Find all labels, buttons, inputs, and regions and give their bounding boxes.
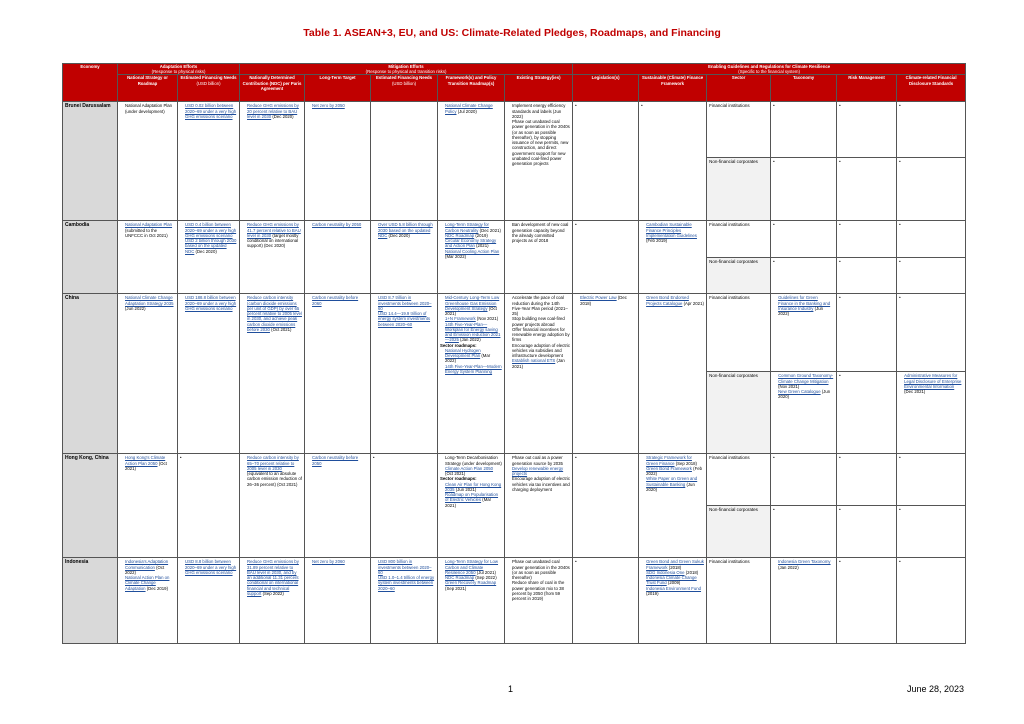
cell-finance-framework: • <box>639 102 707 221</box>
link[interactable]: Circular Economy Strategy and Action Plan <box>445 238 497 249</box>
col-sector: Sector <box>707 75 771 102</box>
cell-national-strategy: • Indonesia's Adaptation Communication (Oct 2022) • National Action Plan on Climate Change Adaptation (Dec 2019) <box>118 558 178 644</box>
cell-frameworks: • Mid-Century Long-Term Low Greenhouse Gas Emission Development Strategy (Oct 2021) • 1+N Framework (Nov 2021) • 14th Five-Year-Plan—Workplan for Energy saving and Emission reduction 2021—2025 (Jan 2022) Sector roadmaps: • National Hydrogen Development Plan (Mar 2022) • 14th Five-Year-Plan—Modern Energy System Planning <box>438 294 505 454</box>
link[interactable]: Long-Term Strategy for Carbon Neutrality <box>445 222 489 233</box>
col-national-strategy: National Strategy or Roadmap <box>118 75 178 102</box>
link[interactable]: USD 0.02 billion between 2020–69 under a very high GHG emissions scenario <box>185 103 237 119</box>
link[interactable]: 14th Five-Year-Plan—Modern Energy System Planning <box>445 363 502 374</box>
link[interactable]: NDC Roadmap <box>445 232 475 238</box>
sector-nfc: Non-financial corporates <box>707 158 771 221</box>
cell-disclosure: • Administrative Measures for Legal Disclosure of Enterprise Environmental Information (Dec 2021) <box>897 372 966 454</box>
cell-ndc: • Reduce GHG emissions by 20 percent relative to BAU level in 2030 (Dec 2020) <box>240 102 305 221</box>
sector-nfc: Non-financial corporates <box>707 372 771 454</box>
cell-risk: • <box>837 372 897 454</box>
col-disclosure-standards: Climate-related Financial Disclosure Standards <box>897 75 966 102</box>
link[interactable]: Green Bond Endorsed Projects Catalogue <box>646 295 689 306</box>
cell-legislation: • <box>573 221 639 294</box>
link[interactable]: Carbon neutrality before 2050 <box>312 455 359 466</box>
cell-taxonomy: • <box>771 506 837 558</box>
cell-mitig-financing: • <box>371 454 438 558</box>
economy-cell: Indonesia <box>63 558 118 644</box>
cell-finance-framework: • Green Bond Endorsed Projects Catalogue (Apr 2021) <box>639 294 707 454</box>
cell-finance-framework: • Green Bond and Green Sukuk Framework (2018) • SDG Indonesia One (2018) • Indonesia Climate Change Trust Fund (2009) • Indonesia Environment Fund (2019) <box>639 558 707 644</box>
link[interactable]: Reduce carbon intensity by 65–70 percent relative to 2005 level in 2030 <box>247 455 299 471</box>
cell-adapt-financing: • <box>178 454 240 558</box>
link[interactable]: Net zero by 2050 <box>312 103 345 109</box>
link[interactable]: USD 0.4 billion between 2020–69 under a very high GHG emissions scenario <box>185 222 237 238</box>
col-legislation: Legislation(s) <box>573 75 639 102</box>
cell-disclosure: • <box>897 158 966 221</box>
cell-frameworks: • Long-Term Strategy for Low Carbon and Climate Resilience 2050 (Jul 2021) • NDC Roadmap (Sep 2022) • Green Recovery Roadmap (Sep 2021) <box>438 558 505 644</box>
col-frameworks: Framework(s) and Policy Transition Roadmap(s) <box>438 75 505 102</box>
cell-existing-strategies: • Ban development of new coal generation capacity beyond the already committed projects as of 2018 <box>505 221 573 294</box>
link[interactable]: Reduce GHG emissions by 20 percent relative to BAU level in 2030 <box>247 103 299 119</box>
link[interactable]: Carbon neutrality by 2050 <box>312 222 362 228</box>
link[interactable]: SDG Indonesia One <box>646 569 685 575</box>
economy-cell: Cambodia <box>63 221 118 294</box>
cell-national-strategy: • National Climate Change Adaptation Strategy 2035 (Jun 2022) <box>118 294 178 454</box>
group-mitigation: Mitigation Efforts (Response to physical and transition risks) <box>240 64 573 75</box>
cell-risk: • <box>837 506 897 558</box>
cell-taxonomy: • <box>771 221 837 258</box>
cell-mitig-financing <box>371 558 438 644</box>
cell-risk: • <box>837 454 897 506</box>
climate-pledges-table <box>62 63 966 644</box>
cell-long-term-target <box>305 454 371 558</box>
link[interactable]: USD 800 billion in investments between 2020–60 <box>378 559 432 575</box>
link[interactable]: Green Bond Framework <box>646 465 692 471</box>
cell-long-term-target <box>305 558 371 644</box>
cell-adapt-financing <box>178 558 240 644</box>
link[interactable]: Indonesia Green Taxonomy <box>778 559 831 565</box>
cell-taxonomy: • <box>771 158 837 221</box>
cell-national-strategy: • National Adaptation Plan (under development) <box>118 102 178 221</box>
cell-ndc: • Reduce carbon intensity by 65–70 percent relative to 2005 level in 2030 (equivalent to an absolute carbon emission reduction of 26–36 percent) (Oct 2021) <box>240 454 305 558</box>
col-mitig-financing: Estimated Financing Needs (USD billion) <box>371 75 438 102</box>
link[interactable]: Indonesia's Adaptation Communication <box>125 559 169 570</box>
cell-existing-strategies: • Implement energy efficiency standards and labels (Jun 2022) • Phase out unabated coal power generation in the 2040s (or as soon as possible thereafter), by stopping issuance of new permits, new construction, and direct government support for new unabated coal-fired power generation projects <box>505 102 573 221</box>
cell-finance-framework: • Strategic Framework for Green Finance (Sep 2018) • Green Bond Framework (Feb 2022) • White Paper on Green and Sustainable Banking (Jun 2020) <box>639 454 707 558</box>
table-row <box>63 454 966 506</box>
cell-adapt-financing <box>178 102 240 221</box>
link[interactable]: USD 14.4—19.9 trillion of energy system investments between 2020–60 <box>378 311 431 327</box>
col-adapt-financing: Estimated Financing Needs (USD billion) <box>178 75 240 102</box>
cell-finance-framework: • Cambodian Sustainable Finance Principles Implementation Guidelines (Feb 2019) <box>639 221 707 294</box>
group-adaptation: Adaptation Efforts (Response to physical risks) <box>118 64 240 75</box>
link[interactable]: Roadmap on Popularisation of Electric Vehicles <box>445 492 499 503</box>
table-row <box>63 221 966 258</box>
cell-ndc: • Reduce carbon intensity (carbon dioxide emissions per unit of GDP) by over 65 percent relative to 2005 level in 2030, and achieve peak carbon dioxide emissions before 2030 (Oct 2021) <box>240 294 305 454</box>
sector-fi: Financial institutions <box>707 102 771 158</box>
cell-taxonomy: • Indonesia Green Taxonomy (Jan 2022) <box>771 558 837 644</box>
cell-national-strategy: • National Adaptation Plan (submitted to the UNFCCC in Oct 2021) <box>118 221 178 294</box>
cell-disclosure: • <box>897 506 966 558</box>
link[interactable]: Establish national ETS <box>512 358 556 364</box>
cell-taxonomy: • Common Ground Taxonomy-Climate Change Mitigation (Nov 2021) • New Green Catalogue (Jun 2020) <box>771 372 837 454</box>
link[interactable]: Green Bond and Green Sukuk Framework <box>646 559 704 570</box>
cell-adapt-financing: • USD 0.4 billion between 2020–69 under a very high GHG emissions scenario • USD 2 billion through 2030 based on the updated NDC (Dec 2020) <box>178 221 240 294</box>
col-existing-strategies: Existing Strategy(ies) <box>505 75 573 102</box>
cell-risk: • <box>837 294 897 372</box>
cell-frameworks: • Long-Term Decarbonisation Strategy (under development) • Climate Action Plan 2050 (Oct 2021) Sector roadmaps: • Clean Air Plan for Hong Kong 2035 (Jun 2021) • Roadmap on Popularisation of Electric Vehicles (Mar 2021) <box>438 454 505 558</box>
link[interactable]: Electric Power Law <box>580 295 617 301</box>
link[interactable]: USD 8.8 billion between 2020–69 under a very high GHG emissions scenario <box>185 559 237 575</box>
cell-risk: • <box>837 558 897 644</box>
economy-cell: Hong Kong, China <box>63 454 118 558</box>
link[interactable]: Long-Term Strategy for Low Carbon and Climate Resilience 2050 <box>445 559 499 575</box>
sector-fi: Financial institutions <box>707 454 771 506</box>
cell-taxonomy: • <box>771 454 837 506</box>
cell-risk: • <box>837 102 897 158</box>
cell-legislation: • Electric Power Law (Dec 2018) <box>573 294 639 454</box>
cell-long-term-target <box>305 221 371 294</box>
link[interactable]: National Cooling Action Plan <box>445 248 500 254</box>
cell-legislation: • <box>573 102 639 221</box>
cell-taxonomy: • <box>771 258 837 294</box>
link[interactable]: Cambodian Sustainable Finance Principles Implementation Guidelines <box>646 222 697 238</box>
group-enabling: Enabling Guidelines and Regulations for Climate Resilience (Specific to the financial system) <box>573 64 966 75</box>
link[interactable]: Net zero by 2060 <box>312 559 345 565</box>
cell-taxonomy: • Guidelines for Green Finance in the Banking and Insurance Industry (Jun 2022) <box>771 294 837 372</box>
cell-existing-strategies: • Phase out coal as a power generation source by 2035 • Develop renewable energy projects • Encourage adoption of electric vehicles via tax incentives and charging deployment <box>505 454 573 558</box>
link[interactable]: Administrative Measures for Legal Disclosure of Enterprise Environmental Information <box>904 373 962 389</box>
link[interactable]: New Green Catalogue <box>778 389 821 395</box>
cell-mitig-financing <box>371 294 438 454</box>
link[interactable]: USD 2 billion through 2030 based on the updated NDC <box>185 238 237 254</box>
cell-existing-strategies: • Accelerate the pace of coal reduction during the 14th Five-Year Plan period (2021–25) • Stop building new coal-fired power projects abroad • Offer financial incentives for renewable energy adoption by firms • Encourage adoption of electric vehicles via subsidies and infrastructure development • Establish national ETS (Jan 2021) <box>505 294 573 454</box>
cell-legislation: • <box>573 454 639 558</box>
link[interactable]: NDC Roadmap <box>445 575 475 581</box>
cell-risk: • <box>837 258 897 294</box>
col-ndc: Nationally Determined Contribution (NDC) per Paris Agreement <box>240 75 305 102</box>
link[interactable]: Indonesia Climate Change Trust Fund <box>646 575 697 586</box>
table-row <box>63 294 966 372</box>
col-economy: Economy <box>63 64 118 102</box>
header-column-row <box>63 75 966 102</box>
cell-frameworks: • National Climate Change Policy (Jul 2020) <box>438 102 505 221</box>
cell-legislation: • <box>573 558 639 644</box>
link[interactable]: National Action Plan on Climate Change Adaptation <box>125 575 170 591</box>
link[interactable]: USD 188.8 billion between 2020–69 under a very high GHG emissions scenario <box>185 295 237 311</box>
link[interactable]: Green Recovery Roadmap <box>445 580 497 586</box>
sector-fi: Financial institutions <box>707 221 771 258</box>
sector-nfc: Non-financial corporates <box>707 258 771 294</box>
cell-taxonomy: • <box>771 102 837 158</box>
link[interactable]: National Adaptation Plan <box>125 222 173 228</box>
link[interactable]: USD 8.7 trillion in investments between 2020–60 <box>378 295 432 311</box>
link[interactable]: Carbon neutrality before 2060 <box>312 295 359 306</box>
link[interactable]: Common Ground Taxonomy-Climate Change Mitigation <box>778 373 834 384</box>
link[interactable]: White Paper on Green and Sustainable Banking <box>646 476 698 487</box>
link[interactable]: USD 1.0–1.4 trillion of energy system investments between 2020–60 <box>378 575 435 591</box>
link[interactable]: National Hydrogen Development Plan <box>445 347 481 359</box>
cell-disclosure: • <box>897 258 966 294</box>
table-row <box>63 558 966 644</box>
cell-disclosure: • <box>897 221 966 258</box>
cell-mitig-financing: • Over USD 5.8 billion through 2030 based on the updated NDC (Dec 2020) <box>371 221 438 294</box>
link[interactable]: Over USD 5.8 billion through 2030 based on the updated NDC <box>378 222 433 238</box>
col-long-term-target: Long-Term Target <box>305 75 371 102</box>
col-risk-management: Risk Management <box>837 75 897 102</box>
cell-risk: • <box>837 221 897 258</box>
sector-fi: Financial institutions <box>707 558 771 644</box>
cell-mitig-financing <box>371 102 438 221</box>
table-row <box>63 102 966 158</box>
link[interactable]: • Develop renewable energy projects <box>512 466 570 476</box>
sector-nfc: Non-financial corporates <box>707 506 771 558</box>
link[interactable]: Indonesia Environment Fund <box>646 585 702 591</box>
table-title: Table 1. ASEAN+3, EU, and US: Climate-Related Pledges, Roadmaps, and Financing <box>303 27 721 39</box>
cell-ndc: • Reduce GHG emissions by 31.89 percent relative to BAU level in 2030, and by an additional 11.31 percent conditional on international financial and technical support (Sep 2022) <box>240 558 305 644</box>
link[interactable]: Strategic Framework for Green Finance <box>646 455 692 466</box>
link[interactable]: Reduce GHG emissions by 31.89 percent relative to BAU level in 2030, and by an additional 11.31 percent conditional on international financial and technical support <box>247 559 299 596</box>
sector-fi: Financial institutions <box>707 294 771 372</box>
link[interactable]: Mid-Century Long-Term Low Greenhouse Gas Emission Development Strategy <box>445 295 500 311</box>
link[interactable]: National Climate Change Policy <box>445 103 493 114</box>
col-finance-framework: Sustainable (Climate) Finance Framework <box>639 75 707 102</box>
cell-long-term-target <box>305 102 371 221</box>
link[interactable]: Climate Action Plan 2050 <box>445 465 494 471</box>
cell-disclosure: • <box>897 294 966 372</box>
cell-national-strategy: • Hong Kong's Climate Action Plan 2050 (Oct 2021) <box>118 454 178 558</box>
cell-long-term-target <box>305 294 371 454</box>
footer-date: June 28, 2023 <box>906 684 964 694</box>
link[interactable]: Hong Kong's Climate Action Plan 2050 <box>125 455 166 466</box>
cell-disclosure: • <box>897 558 966 644</box>
cell-frameworks: • Long-Term Strategy for Carbon Neutrality (Dec 2021) • NDC Roadmap (2019) • Circular Economy Strategy and Action Plan (2021) • National Cooling Action Plan (Mar 2022) <box>438 221 505 294</box>
link[interactable]: Guidelines for Green Finance in the Banking and Insurance Industry <box>778 295 831 311</box>
cell-ndc: • Reduce GHG emissions by 41.7 percent relative to BAU level in 2030 (target mostly conditional on international support) (Dec 2020) <box>240 221 305 294</box>
cell-existing-strategies: • Phase out unabated coal power generation in the 2040s (or as soon as possible thereafter) • Reduce share of coal in the power generation mix to 38 percent by 2050 (from 59 percent in 2019) <box>505 558 573 644</box>
link[interactable]: 14th Five-Year-Plan—Workplan for Energy saving and Emission reduction 2021—2025 <box>445 321 501 343</box>
link[interactable]: Clean Air Plan for Hong Kong 2035 <box>445 481 502 492</box>
cell-disclosure: • <box>897 454 966 506</box>
col-taxonomy: Taxonomy <box>771 75 837 102</box>
cell-disclosure: • <box>897 102 966 158</box>
economy-cell: Brunei Darussalam <box>63 102 118 221</box>
page-number: 1 <box>508 684 514 694</box>
link[interactable]: Reduce GHG emissions by 41.7 percent relative to BAU level in 2030 <box>247 222 301 238</box>
link[interactable]: 1+N Framework <box>445 316 476 322</box>
link[interactable]: Reduce carbon intensity (carbon dioxide emissions per unit of GDP) by over 65 percent relative to 2005 level in 2030, and achieve peak carbon dioxide emissions before 2030 <box>247 295 302 332</box>
header-group-row <box>63 64 966 75</box>
link[interactable]: National Climate Change Adaptation Strategy 2035 <box>125 295 174 306</box>
economy-cell: China <box>63 294 118 454</box>
cell-risk: • <box>837 158 897 221</box>
cell-adapt-financing <box>178 294 240 454</box>
